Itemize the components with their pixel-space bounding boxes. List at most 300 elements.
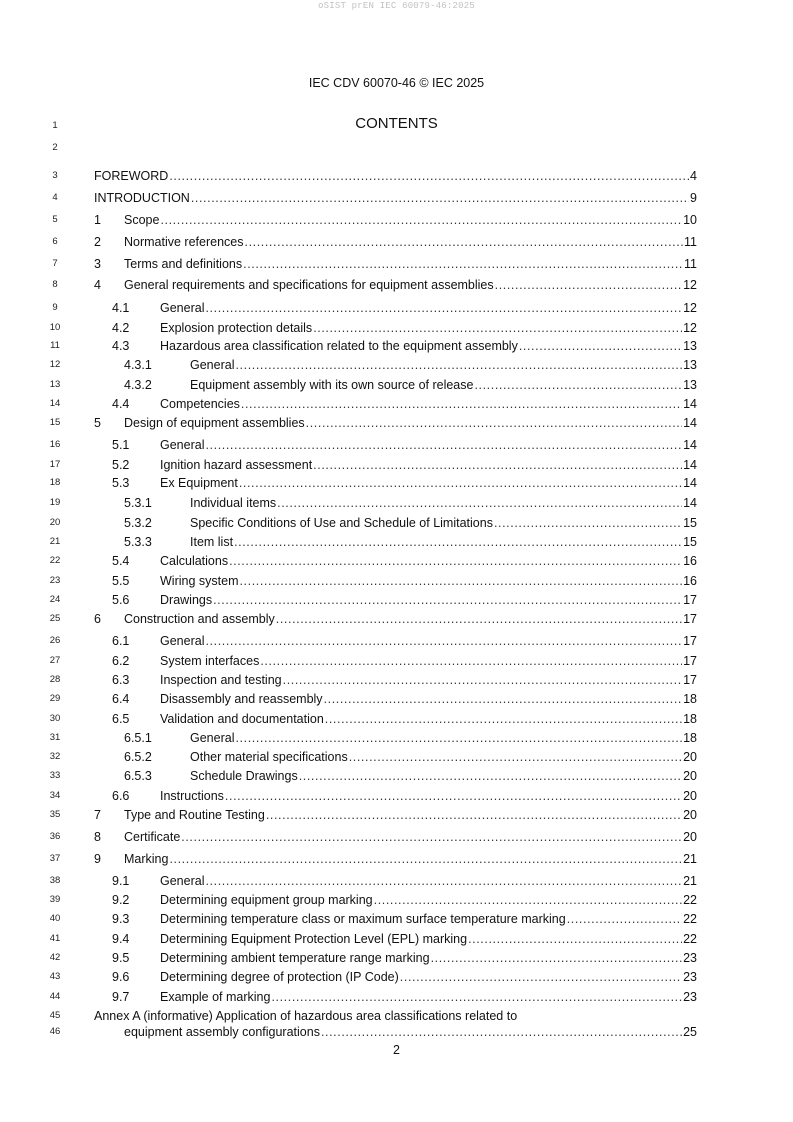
section-number: 6 <box>94 612 101 626</box>
line-number: 6 <box>52 236 58 247</box>
section-number: 5.3.2 <box>124 516 152 530</box>
section-title: Item list <box>190 535 234 549</box>
toc-entry-content <box>112 711 697 727</box>
page-number: 14 <box>683 416 697 430</box>
toc-entry-content <box>112 633 697 649</box>
toc-entry-content <box>124 534 697 550</box>
toc-entry-content <box>112 969 697 985</box>
leader-dots <box>313 457 682 473</box>
page-number: 20 <box>683 750 697 764</box>
leader-dots <box>431 950 683 966</box>
section-number: 6.2 <box>112 654 130 668</box>
toc-entry-content <box>112 592 697 608</box>
leader-dots <box>468 931 682 947</box>
line-number: 25 <box>49 613 61 624</box>
section-title: General <box>160 634 205 648</box>
section-title: Ignition hazard assessment <box>160 458 313 472</box>
toc-entry-annex-a[interactable] <box>0 1008 793 1040</box>
toc-entry-content <box>94 807 697 823</box>
toc-entry-content <box>94 168 697 184</box>
leader-dots <box>239 573 682 589</box>
section-title: Scope <box>124 213 160 227</box>
toc-entry-content <box>124 749 697 765</box>
section-title: Design of equipment assemblies <box>124 416 305 430</box>
section-title: FOREWORD <box>94 169 169 183</box>
page-number: 14 <box>683 458 697 472</box>
section-number: 3 <box>94 257 101 271</box>
toc-entry[interactable] <box>0 768 793 784</box>
section-title: Normative references <box>124 235 244 249</box>
page-number: 17 <box>683 673 697 687</box>
page-number: 17 <box>683 654 697 668</box>
section-number: 9.6 <box>112 970 130 984</box>
leader-dots <box>494 515 682 531</box>
leader-dots <box>374 892 682 908</box>
section-number: 1 <box>94 213 101 227</box>
leader-dots <box>213 592 682 608</box>
page-number: 18 <box>683 731 697 745</box>
page-number: 22 <box>683 932 697 946</box>
toc-entry-content <box>94 611 697 627</box>
leader-dots <box>234 534 682 550</box>
leader-dots <box>241 396 682 412</box>
toc-entry[interactable] <box>0 653 793 669</box>
line-number: 40 <box>49 913 61 924</box>
section-title: INTRODUCTION <box>94 191 190 205</box>
section-title: Disassembly and reassembly <box>160 692 323 706</box>
line-number: 42 <box>49 952 61 963</box>
section-title: Competencies <box>160 397 240 411</box>
line-number: 18 <box>49 477 61 488</box>
toc-entry[interactable] <box>0 437 793 453</box>
toc-entry[interactable] <box>0 851 793 867</box>
toc-entry-content <box>94 829 697 845</box>
page-title: CONTENTS <box>355 115 438 132</box>
line-number: 36 <box>49 831 61 842</box>
section-number: 5.3.3 <box>124 535 152 549</box>
leader-dots <box>306 415 682 431</box>
line-number: 23 <box>49 575 61 586</box>
page-number: 18 <box>683 712 697 726</box>
toc-entry[interactable] <box>0 457 793 473</box>
toc-entry[interactable] <box>0 969 793 985</box>
toc-entry[interactable] <box>0 256 793 272</box>
toc-entry-content <box>112 320 697 336</box>
section-title: Other material specifications <box>190 750 348 764</box>
toc-entry[interactable] <box>0 573 793 589</box>
section-title: Validation and documentation <box>160 712 324 726</box>
section-number: 4.4 <box>112 397 130 411</box>
section-title: General <box>190 731 235 745</box>
section-number: 6.4 <box>112 692 130 706</box>
toc-entry[interactable] <box>0 788 793 804</box>
annex-subtitle: equipment assembly configurations <box>124 1025 320 1039</box>
section-title: System interfaces <box>160 654 260 668</box>
line-number: 20 <box>49 517 61 528</box>
section-title: Inspection and testing <box>160 673 282 687</box>
toc-entry[interactable] <box>0 495 793 511</box>
toc-entry-content <box>112 437 697 453</box>
toc-entry[interactable] <box>0 212 793 228</box>
toc-entry[interactable] <box>0 320 793 336</box>
section-title: Ex Equipment <box>160 476 238 490</box>
leader-dots <box>235 730 682 746</box>
page-number: 13 <box>683 339 697 353</box>
section-number: 8 <box>94 830 101 844</box>
section-number: 5.5 <box>112 574 130 588</box>
toc-entry-content <box>112 573 697 589</box>
toc-entry[interactable] <box>0 911 793 927</box>
toc-entry[interactable] <box>0 190 793 206</box>
toc-entry-content <box>94 415 697 431</box>
line-number: 8 <box>52 279 58 290</box>
section-number: 6.5.3 <box>124 769 152 783</box>
toc-entry[interactable] <box>0 829 793 845</box>
page-number: 14 <box>683 438 697 452</box>
toc-entry[interactable] <box>0 749 793 765</box>
toc-entry[interactable] <box>0 711 793 727</box>
toc-entry-content <box>112 653 697 669</box>
annex-title: Annex A (informative) Application of hazardous area classifications related to <box>94 1009 518 1023</box>
section-title: Type and Routine Testing <box>124 808 265 822</box>
page-number: 12 <box>683 301 697 315</box>
line-number: 24 <box>49 594 61 605</box>
toc-entry-content <box>112 672 697 688</box>
leader-dots <box>325 711 682 727</box>
leader-dots <box>169 851 682 867</box>
line-number: 9 <box>52 302 58 313</box>
toc-entry[interactable] <box>0 611 793 627</box>
line-number: 37 <box>49 853 61 864</box>
title-row <box>0 113 793 135</box>
toc-entry[interactable] <box>0 873 793 889</box>
leader-dots <box>313 320 682 336</box>
document-header: IEC CDV 60070-46 © IEC 2025 <box>308 76 485 90</box>
leader-dots <box>205 300 682 316</box>
leader-dots <box>349 749 682 765</box>
section-title: General <box>160 301 205 315</box>
line-number: 17 <box>49 459 61 470</box>
page-number: 25 <box>683 1025 697 1039</box>
line-number: 39 <box>49 894 61 905</box>
toc-entry[interactable] <box>0 415 793 431</box>
line-number: 30 <box>49 713 61 724</box>
section-number: 6.5.2 <box>124 750 152 764</box>
toc-entry-content <box>112 931 697 947</box>
toc-entry-content <box>94 190 697 206</box>
line-number: 41 <box>49 933 61 944</box>
toc-entry-content <box>112 338 697 354</box>
line-number: 1 <box>52 120 58 131</box>
toc-entry-content <box>112 911 697 927</box>
section-number: 6.5.1 <box>124 731 152 745</box>
page-number: 21 <box>683 874 697 888</box>
page-number: 20 <box>683 808 697 822</box>
section-number: 9.7 <box>112 990 130 1004</box>
page-number: 9 <box>690 191 697 205</box>
toc-entry[interactable] <box>0 672 793 688</box>
line-number: 29 <box>49 693 61 704</box>
leader-dots <box>260 653 682 669</box>
leader-dots <box>225 788 682 804</box>
leader-dots <box>205 873 682 889</box>
section-number: 5.1 <box>112 438 130 452</box>
line-number: 21 <box>49 536 61 547</box>
leader-dots <box>243 256 683 272</box>
section-title: Calculations <box>160 554 229 568</box>
section-title: Determining temperature class or maximum surface temperature marking <box>160 912 566 926</box>
section-title: Equipment assembly with its own source of release <box>190 378 474 392</box>
leader-dots <box>271 989 682 1005</box>
toc-entry[interactable] <box>0 377 793 393</box>
line-number: 26 <box>49 635 61 646</box>
section-number: 9.2 <box>112 893 130 907</box>
toc-entry-content <box>124 377 697 393</box>
line-number: 11 <box>50 340 60 351</box>
page-number: 14 <box>683 397 697 411</box>
line-number: 2 <box>52 142 58 153</box>
line-number: 45 <box>49 1010 61 1021</box>
toc-entry[interactable] <box>0 892 793 908</box>
leader-dots <box>495 277 682 293</box>
toc-entry-content <box>124 495 697 511</box>
toc-entry[interactable] <box>0 338 793 354</box>
line-number: 12 <box>49 359 61 370</box>
line-number: 22 <box>49 555 61 566</box>
page-number: 22 <box>683 912 697 926</box>
toc-entry[interactable] <box>0 515 793 531</box>
section-number: 6.1 <box>112 634 130 648</box>
section-number: 6.5 <box>112 712 130 726</box>
section-number: 4.3 <box>112 339 130 353</box>
page-number: 10 <box>683 213 697 227</box>
section-number: 9.4 <box>112 932 130 946</box>
line-number: 33 <box>49 770 61 781</box>
section-number: 6.3 <box>112 673 130 687</box>
line-number: 13 <box>49 379 61 390</box>
line-number: 28 <box>49 674 61 685</box>
toc-entry[interactable] <box>0 691 793 707</box>
section-title: Drawings <box>160 593 213 607</box>
leader-dots <box>169 168 689 184</box>
toc-entry[interactable] <box>0 950 793 966</box>
page-number: 16 <box>683 554 697 568</box>
toc-entry[interactable] <box>0 357 793 373</box>
section-number: 5.3.1 <box>124 496 152 510</box>
section-number: 9.5 <box>112 951 130 965</box>
section-number: 4 <box>94 278 101 292</box>
toc-entry-content <box>94 212 697 228</box>
line-number: 46 <box>49 1026 61 1037</box>
toc-entry-content <box>124 515 697 531</box>
line-number: 4 <box>52 192 58 203</box>
section-number: 4.1 <box>112 301 130 315</box>
section-title: Determining equipment group marking <box>160 893 373 907</box>
toc-entry[interactable] <box>0 277 793 293</box>
toc-entry-content <box>124 730 697 746</box>
toc-entry-content <box>112 788 697 804</box>
page-footer-number: 2 <box>393 1043 400 1057</box>
line-number: 7 <box>52 258 58 269</box>
page-number: 15 <box>683 516 697 530</box>
toc-entry-content <box>112 691 697 707</box>
section-title: Terms and definitions <box>124 257 243 271</box>
toc-entry[interactable] <box>0 553 793 569</box>
leader-dots <box>276 611 682 627</box>
line-number: 31 <box>49 732 61 743</box>
section-number: 5.2 <box>112 458 130 472</box>
leader-dots <box>283 672 682 688</box>
section-title: Individual items <box>190 496 277 510</box>
line-number: 44 <box>49 991 61 1002</box>
leader-dots <box>205 437 682 453</box>
section-number: 7 <box>94 808 101 822</box>
toc-entry[interactable] <box>0 234 793 250</box>
page-number: 20 <box>683 769 697 783</box>
section-number: 5.6 <box>112 593 130 607</box>
toc-entry-content <box>124 357 697 373</box>
line-number: 43 <box>49 971 61 982</box>
leader-dots <box>191 190 689 206</box>
toc-entry-content <box>124 768 697 784</box>
section-number: 5.4 <box>112 554 130 568</box>
page-number: 14 <box>683 496 697 510</box>
page-number: 12 <box>683 321 697 335</box>
toc-entry[interactable] <box>0 807 793 823</box>
section-number: 4.3.2 <box>124 378 152 392</box>
toc-entry-content <box>94 256 697 272</box>
toc-entry[interactable] <box>0 730 793 746</box>
leader-dots <box>245 234 684 250</box>
toc-entry-content <box>94 851 697 867</box>
toc-entry[interactable] <box>0 592 793 608</box>
section-title: General <box>190 358 235 372</box>
section-number: 2 <box>94 235 101 249</box>
page-number: 22 <box>683 893 697 907</box>
toc-entry[interactable] <box>0 300 793 316</box>
page-number: 11 <box>684 235 697 249</box>
page-number: 23 <box>683 970 697 984</box>
toc-entry-content <box>112 396 697 412</box>
page-number: 17 <box>683 612 697 626</box>
section-number: 5 <box>94 416 101 430</box>
line-number: 5 <box>52 214 58 225</box>
section-title: Determining degree of protection (IP Code) <box>160 970 399 984</box>
toc-entry[interactable] <box>0 633 793 649</box>
toc-entry-content <box>112 892 697 908</box>
toc-entry[interactable] <box>0 931 793 947</box>
line-number: 3 <box>52 170 58 181</box>
section-title: Construction and assembly <box>124 612 275 626</box>
section-number: 4.2 <box>112 321 130 335</box>
leader-dots <box>299 768 682 784</box>
page-number: 20 <box>683 789 697 803</box>
page-number: 17 <box>683 634 697 648</box>
page-number: 13 <box>683 358 697 372</box>
watermark: oSIST prEN IEC 60079-46:2025 <box>318 1 475 11</box>
page-number: 15 <box>683 535 697 549</box>
leader-dots <box>277 495 682 511</box>
page-number: 21 <box>683 852 697 866</box>
page-number: 11 <box>684 257 697 271</box>
section-title: Determining ambient temperature range marking <box>160 951 430 965</box>
toc-entry[interactable] <box>0 534 793 550</box>
toc-entry-content <box>112 989 697 1005</box>
line-number: 35 <box>49 809 61 820</box>
toc-entry[interactable] <box>0 396 793 412</box>
toc-entry[interactable] <box>0 168 793 184</box>
page-number: 23 <box>683 990 697 1004</box>
section-title: General <box>160 874 205 888</box>
page-number: 13 <box>683 378 697 392</box>
section-title: Marking <box>124 852 169 866</box>
annex-entry-line <box>124 1024 697 1040</box>
page-number: 14 <box>683 476 697 490</box>
section-title: General requirements and specifications for equipment assemblies <box>124 278 494 292</box>
toc-entry-content <box>112 457 697 473</box>
leader-dots <box>321 1024 682 1040</box>
section-number: 6.6 <box>112 789 130 803</box>
section-title: Specific Conditions of Use and Schedule of Limitations <box>190 516 493 530</box>
section-title: Determining Equipment Protection Level (EPL) marking <box>160 932 468 946</box>
section-title: Explosion protection details <box>160 321 313 335</box>
section-title: Schedule Drawings <box>190 769 298 783</box>
toc-entry-content <box>112 950 697 966</box>
page-number: 18 <box>683 692 697 706</box>
line-number: 14 <box>49 398 61 409</box>
line-number: 34 <box>49 790 61 801</box>
line-number: 19 <box>49 497 61 508</box>
leader-dots <box>229 553 682 569</box>
toc-entry[interactable] <box>0 989 793 1005</box>
section-title: Wiring system <box>160 574 239 588</box>
blank-row <box>0 140 793 156</box>
section-title: Instructions <box>160 789 224 803</box>
section-title: General <box>160 438 205 452</box>
leader-dots <box>239 475 682 491</box>
section-number: 9 <box>94 852 101 866</box>
toc-entry-content <box>112 553 697 569</box>
toc-entry[interactable] <box>0 475 793 491</box>
leader-dots <box>266 807 682 823</box>
toc-entry-content <box>112 873 697 889</box>
page-number: 4 <box>690 169 697 183</box>
section-title: Example of marking <box>160 990 271 1004</box>
leader-dots <box>474 377 682 393</box>
line-number: 32 <box>49 751 61 762</box>
leader-dots <box>519 338 682 354</box>
leader-dots <box>205 633 682 649</box>
toc-entry-content <box>94 277 697 293</box>
section-title: Hazardous area classification related to the equipment assembly <box>160 339 518 353</box>
line-number: 27 <box>49 655 61 666</box>
section-number: 9.3 <box>112 912 130 926</box>
page-number: 12 <box>683 278 697 292</box>
leader-dots <box>181 829 682 845</box>
line-number: 15 <box>49 417 61 428</box>
line-number: 10 <box>49 322 61 333</box>
toc-entry-content <box>112 300 697 316</box>
section-title: Certificate <box>124 830 181 844</box>
section-number: 5.3 <box>112 476 130 490</box>
toc-entry-content <box>112 475 697 491</box>
leader-dots <box>567 911 682 927</box>
line-number: 16 <box>49 439 61 450</box>
line-number: 38 <box>49 875 61 886</box>
leader-dots <box>400 969 682 985</box>
leader-dots <box>324 691 683 707</box>
section-number: 4.3.1 <box>124 358 152 372</box>
